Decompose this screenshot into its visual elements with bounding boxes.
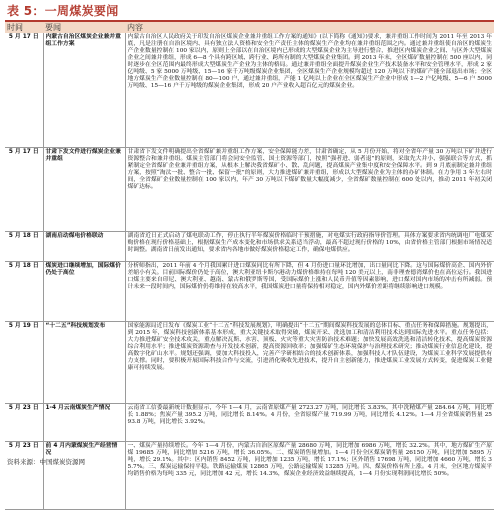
table-row — [5, 147, 494, 231]
row-title: “十二五”科技规划发布 — [43, 321, 125, 403]
row-date: 5 月 18 日 — [5, 231, 43, 261]
header-time: 时间 — [5, 22, 43, 33]
row-date: 5 月 17 日 — [5, 147, 43, 231]
table-header-row — [5, 22, 494, 33]
row-title: 煤炭进口继续增加，国际煤价仍处于高位 — [43, 261, 125, 321]
news-table — [5, 22, 494, 510]
row-content: 分析师指出，2011 年前 4 个月我国累计进口煤炭同比有所下降，但 4 月份进口量环比增加，出口量同比下降。这与国际煤价高企、国内外价差缩小有关。目前国际煤价仍处于高位，澳大利亚纽卡斯尔港动力煤价格维持在每吨 120 美元以上，南非理查德湾煤价也在高位运行。我国进口煤主要来自印尼、澳大利亚、越南、蒙古和俄罗斯等国，受国际煤价上涨和人民币升值等因素影响，进口煤对国内市场的冲击有所减弱。预计未来一段时间内，国际煤价仍将维持在较高水平，我国煤炭进口量将保持相对稳定，国内外煤价差距将继续影响进口规模。 — [125, 261, 494, 321]
table-row — [5, 261, 494, 321]
row-content: 国家能源局近日发布《煤炭工业“十二五”科技发展规划》，明确提出“十二五”期间煤炭科技发展的总体目标、重点任务和保障措施。规划提出，到 2015 年，煤炭科技创新体系基本形成，重大关键技术取得突破，煤炭开采、洗选加工和清洁利用技术达到国际先进水平。重点任务包括：大力推进煤矿安全技术攻关，重点解决瓦斯、水害、顶板、火灾等重大灾害防治技术难题；加快发展高效洗选和清洁转化技术，提高煤炭资源综合利用水平；推进煤炭资源勘查与开发技术创新，提高资源回收率；加强煤矿生态环境保护与治理技术研究；推动煤炭行业信息化建设，提高数字化矿山水平。规划还强调，要加大科技投入，完善产学研相结合的技术创新体系，加强科技人才队伍建设，为煤炭工业科学发展提供有力支撑。同时，要积极开展国际科技合作与交流，引进消化吸收先进技术，提升自主创新能力，推进煤炭工业发展方式转变，促进煤炭工业健康可持续发展。 — [125, 321, 494, 403]
table-row — [5, 403, 494, 441]
table-row — [5, 321, 494, 403]
table-row — [5, 33, 494, 147]
row-title: 1-4 月云南煤炭生产情况 — [43, 403, 125, 441]
row-title: 前 4 月内蒙煤炭生产经营情况 — [43, 441, 125, 509]
row-date: 5 月 23 日 — [5, 441, 43, 509]
row-content: 一、煤炭产量持续增长。今年 1—4 月份，内蒙古自治区原煤产量 28680 万吨，同比增加 6986 万吨，增长 32.2%。其中，地方煤矿生产原煤 19685 万吨，同比增加 5216 万吨，增长 36.05%。二、煤炭销售量增加。1—4 月份全区煤炭销售量 26150 万吨，同比增加 5895 万吨，增长 29.1%。其中：区内销售 8452 万吨，同比增加 1235 万吨，增长 17.1%；区外销售 17698 万吨，同比增加 4660 万吨，增长 35.7%。三、煤炭运输保持平稳。铁路运输煤炭 12865 万吨，公路运输煤炭 13285 万吨。四、煤炭价格有所上涨。4 月末，全区地方煤炭平均销售价格为每吨 335 元，同比增加 42 元，增长 14.3%，煤炭企业经济效益继续提高，1—4 月份实现利润同比增长 50%。 — [125, 441, 494, 509]
header-content: 内容 — [125, 22, 494, 33]
table-row — [5, 441, 494, 509]
row-content: 甘肃省下发文件明确提出全省煤矿兼并重组工作方案，安全保障能力差，甘肃省确定，从 5 月份开始，将对全省年产量 30 万吨以下矿井进行资源整合和兼并重组。煤炭主管部门将会同安全监管、国土资源等部门，按照“强者进、弱者退”的原则，采取先大并小、强强联合等方式，抓紧制定全省煤矿企业兼并重组方案，从根本上解决我省煤矿小、散、乱问题，提高煤炭产业集中度和安全保障水平。到 9 月底前制定兼并重组方案，按照“淘汰一批、整合一批、保留一批”的原则，大力推进煤矿兼并重组，形成以大型煤炭企业为主体的办矿体制。在力争用 3 年左右时间，全省煤矿企业数量控制在 100 家以内，年产 30 万吨以下煤矿数量大幅度减少，全省煤矿数量控制在 600 处以内，推动 2011 年初关闭煤矿达标。 — [125, 147, 494, 231]
table-title: 表 5：一周煤炭要闻 — [7, 4, 119, 18]
row-title: 甘肃下发文件进行煤炭企业兼并重组 — [43, 147, 125, 231]
table-row — [5, 231, 494, 261]
row-date: 5 月 19 日 — [5, 321, 43, 403]
row-title: 湖南启动煤电价格联动 — [43, 231, 125, 261]
row-content: 内蒙古自治区人民政府关于印发自治区煤炭企业兼并重组工作方案的通知》(以下简称《通知》)要求，兼并重组工作时间为 2011 年至 2013 年底，凡是注册在自治区境内、具有独立法人资格和安全生产责任主体的煤炭生产企业均在兼并重组范围之内。通过兼并重组使自治区的煤炭生产企业数量控制在 100 家以内，原则上全部以在自治区境内已形成的大型煤炭企业为主导进行整合，推进区内煤炭企业之间、与区外大型煤炭企业之间兼并重组，形成 6—8 个具有跨区域、跨行业、跨所有制的大型煤炭企业集团。到 2013 年末，全区煤矿数量控制在 500 座以内，同时逐步在全区范围内最终形成大型煤炭生产企业为主体的格局。通过兼并重组全面提升煤炭企业生产技术装备水平和安全管理水平，形成 2 家亿吨级、5 家 5000 万吨级、15—16 家千万吨级煤炭企业集团，全区煤炭生产企业规模均超过 120 万吨以下的煤矿产能全部退出市场；全区地方煤炭生产企业数量控制在 80—100 户，通过兼并重组，产能 1 亿吨以上企业在全区煤炭生产企业中形成 1—2 户亿吨级、5—6 户 5000 万吨级、15—16 户千万吨级的煤炭企业集团，形成 20 户产业收入超百亿元的煤炭企业。 — [125, 33, 494, 147]
row-content: 湖南省近日正式启动了煤电联动工作，停止执行半年煤炭价格临时干预措施，对电煤实行政府指导价管理。具体方案要求省内统调电厂电煤采购价格在现行价格基础上，根据煤炭生产成本变化和市场供求关系适当浮动，最高不超过现行价格的 10%，由省价格主管部门根据市场情况适时调整。湖南省日前发出通知，要求省内各地市做好煤炭价格稳定工作，确保电煤供应。 — [125, 231, 494, 261]
row-date: 5 月 23 日 — [5, 403, 43, 441]
header-title: 要闻 — [43, 22, 125, 33]
source-note: 资料来源：中国煤炭资源网 — [7, 458, 85, 466]
row-date: 5 月 18 日 — [5, 261, 43, 321]
row-content: 云南省工信委最新统计数据显示，今年 1—4 月，云南省原煤产量 2723.27 万吨，同比增长 3.83%，其中洗精煤产量 284.64 万吨，同比增长 1.88%；焦炭产量 395.2 万吨，同比增长 8.14%。4 月份，全省原煤产量 719.99 万吨，同比增长 4.12%。1—4 月全省煤炭销售量 2593.8 万吨，同比增长 3.92%。 — [125, 403, 494, 441]
row-title: 内蒙古自治区煤炭企业兼并重组工作方案 — [43, 33, 125, 147]
row-date: 5 月 17 日 — [5, 33, 43, 147]
